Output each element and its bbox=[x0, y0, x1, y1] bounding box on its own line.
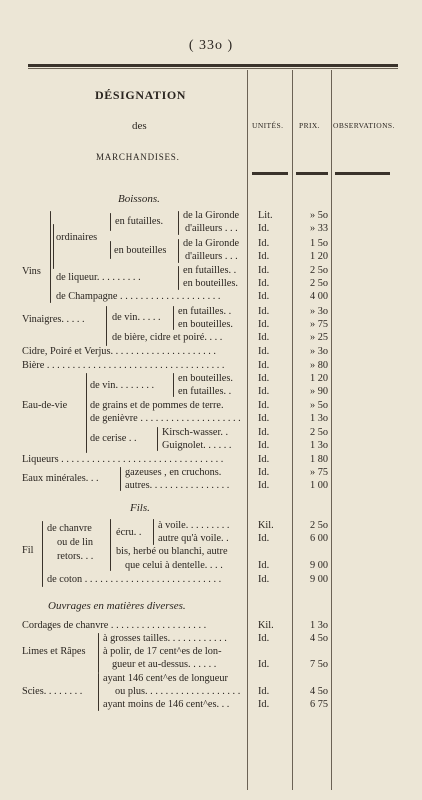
row-label: en futailles. . bbox=[183, 265, 237, 276]
unit-cell: Id. bbox=[258, 306, 270, 317]
section-fils: Fils. bbox=[130, 502, 150, 514]
group-label: de vin. . . . . bbox=[112, 312, 161, 323]
page-number: ( 33o ) bbox=[188, 38, 234, 53]
group-label: écru. . bbox=[116, 527, 142, 538]
price-cell: » 3o bbox=[309, 306, 328, 317]
group-label: ou de lin bbox=[57, 537, 94, 548]
price-cell: » 25 bbox=[309, 332, 328, 343]
unit-cell: Id. bbox=[258, 386, 270, 397]
price-cell: 1 5o bbox=[309, 238, 328, 249]
price-cell: 1 20 bbox=[309, 251, 328, 262]
observations-header-rule bbox=[335, 172, 390, 175]
row-label: autres. . . . . . . . . . . . . . . . bbox=[125, 480, 230, 491]
unit-cell: Id. bbox=[258, 659, 270, 670]
unit-cell: Id. bbox=[258, 265, 270, 276]
group-label: Eau-de-vie bbox=[22, 400, 68, 411]
row-label: de la Gironde bbox=[183, 238, 240, 249]
brace bbox=[50, 211, 51, 303]
unit-cell: Id. bbox=[258, 560, 270, 571]
price-cell: » 90 bbox=[309, 386, 328, 397]
brace bbox=[120, 467, 121, 491]
row-label: ayant moins de 146 cent^es. . . bbox=[103, 699, 230, 710]
unit-cell: Id. bbox=[258, 360, 270, 371]
row-label: d'ailleurs . . . bbox=[185, 251, 238, 262]
unit-cell: Lit. bbox=[258, 210, 273, 221]
group-label: en bouteilles bbox=[114, 245, 167, 256]
brace bbox=[110, 213, 111, 231]
row-label: Liqueurs . . . . . . . . . . . . . . . . . . . . . . . . . . . . . . . . bbox=[22, 454, 224, 465]
row-label: en bouteilles. bbox=[178, 373, 233, 384]
section-ouvrages: Ouvrages en matières diverses. bbox=[48, 600, 186, 612]
row-label: de Champagne . . . . . . . . . . . . . . . . . . . . bbox=[56, 291, 221, 302]
group-label: en futailles. bbox=[115, 216, 164, 227]
header-des: des bbox=[132, 120, 147, 132]
group-label: Scies. . . . . . . . bbox=[22, 686, 83, 697]
row-label: d'ailleurs . . . bbox=[185, 223, 238, 234]
unit-cell: Id. bbox=[258, 373, 270, 384]
row-label: gazeuses , en cruchons. bbox=[125, 467, 222, 478]
unit-cell: Id. bbox=[258, 346, 270, 357]
row-label: en futailles. . bbox=[178, 386, 232, 397]
group-label: à polir, de 17 cent^es de lon- bbox=[103, 646, 222, 657]
price-cell: » 3o bbox=[309, 346, 328, 357]
unit-cell: Id. bbox=[258, 480, 270, 491]
price-cell: » 5o bbox=[309, 400, 328, 411]
brace bbox=[178, 211, 179, 235]
row-label: à grosses tailles. . . . . . . . . . . . bbox=[103, 633, 227, 644]
row-label: ou plus. . . . . . . . . . . . . . . . . . . bbox=[115, 686, 241, 697]
column-divider-observations bbox=[331, 70, 332, 790]
row-label: de bière, cidre et poiré. . . . bbox=[112, 332, 223, 343]
price-cell: » 5o bbox=[309, 210, 328, 221]
price-cell: 4 00 bbox=[309, 291, 328, 302]
price-cell: 9 00 bbox=[309, 560, 328, 571]
unit-cell: Kil. bbox=[258, 620, 274, 631]
price-cell: 1 3o bbox=[309, 620, 328, 631]
price-cell: 1 3o bbox=[309, 440, 328, 451]
unit-cell: Id. bbox=[258, 413, 270, 424]
column-divider-units bbox=[247, 70, 248, 790]
price-cell: 2 5o bbox=[309, 427, 328, 438]
header-observations: OBSERVATIONS. bbox=[333, 121, 395, 130]
header-rule-thin bbox=[28, 68, 398, 69]
unit-cell: Id. bbox=[258, 427, 270, 438]
unit-cell: Id. bbox=[258, 440, 270, 451]
row-label: Bière . . . . . . . . . . . . . . . . . . . . . . . . . . . . . . . . . . . bbox=[22, 360, 225, 371]
group-label: Limes et Râpes bbox=[22, 646, 86, 657]
row-label: de coton . . . . . . . . . . . . . . . . . . . . . . . . . . . bbox=[47, 574, 222, 585]
price-cell: 2 5o bbox=[309, 278, 328, 289]
unit-cell: Id. bbox=[258, 278, 270, 289]
brace bbox=[173, 306, 174, 330]
unit-cell: Id. bbox=[258, 454, 270, 465]
brace bbox=[106, 306, 107, 346]
price-cell: 4 5o bbox=[309, 633, 328, 644]
header-unites: UNITÉS. bbox=[252, 121, 284, 130]
header-marchandises: MARCHANDISES. bbox=[96, 152, 180, 162]
row-label: en bouteilles. bbox=[178, 319, 233, 330]
unit-cell: Id. bbox=[258, 251, 270, 262]
row-label: Kirsch-wasser. . bbox=[162, 427, 229, 438]
group-label: Vins bbox=[22, 266, 41, 277]
unit-cell: Id. bbox=[258, 319, 270, 330]
brace bbox=[98, 673, 99, 711]
header-designation: DÉSIGNATION bbox=[95, 88, 187, 102]
header-prix: PRIX. bbox=[299, 121, 320, 130]
brace bbox=[42, 521, 43, 587]
price-cell: 1 00 bbox=[309, 480, 328, 491]
price-cell: » 80 bbox=[309, 360, 328, 371]
unit-cell: Kil. bbox=[258, 520, 274, 531]
price-cell: 6 00 bbox=[309, 533, 328, 544]
brace bbox=[178, 266, 179, 290]
unit-cell: Id. bbox=[258, 291, 270, 302]
unit-cell: Id. bbox=[258, 574, 270, 585]
row-label: Cidre, Poiré et Verjus. . . . . . . . . . . . . . . . . . . . . bbox=[22, 346, 217, 357]
row-label: Cordages de chanvre . . . . . . . . . . . . . . . . . . . bbox=[22, 620, 207, 631]
brace bbox=[110, 241, 111, 259]
price-cell: 1 20 bbox=[309, 373, 328, 384]
row-label: de genièvre . . . . . . . . . . . . . . . . . . . . bbox=[90, 413, 241, 424]
row-label: de grains et de pommes de terre. bbox=[90, 400, 224, 411]
brace bbox=[173, 373, 174, 397]
brace bbox=[53, 224, 54, 269]
group-label: ordinaires bbox=[56, 232, 98, 243]
row-label: en futailles. . bbox=[178, 306, 232, 317]
brace bbox=[157, 427, 158, 451]
header-rule bbox=[28, 64, 398, 67]
price-cell: 9 00 bbox=[309, 574, 328, 585]
group-label: bis, herbé ou blanchi, autre bbox=[116, 546, 228, 557]
unit-cell: Id. bbox=[258, 238, 270, 249]
row-label: de la Gironde bbox=[183, 210, 240, 221]
row-label: Guignolet. . . . . . bbox=[162, 440, 232, 451]
unit-cell: Id. bbox=[258, 400, 270, 411]
group-label: ayant 146 cent^es de longueur bbox=[103, 673, 228, 684]
group-label: Eaux minérales. . . bbox=[22, 473, 99, 484]
price-cell: 2 5o bbox=[309, 520, 328, 531]
price-cell: 6 75 bbox=[309, 699, 328, 710]
group-label: Fil bbox=[22, 545, 34, 556]
group-label: de chanvre bbox=[47, 523, 92, 534]
price-cell: » 75 bbox=[309, 319, 328, 330]
row-label: gueur et au-dessus. . . . . . bbox=[112, 659, 217, 670]
unit-cell: Id. bbox=[258, 467, 270, 478]
price-cell: 4 5o bbox=[309, 686, 328, 697]
group-label: de cerise . . bbox=[90, 433, 137, 444]
price-cell: 2 5o bbox=[309, 265, 328, 276]
row-label: que celui à dentelle. . . . bbox=[125, 560, 223, 571]
price-cell: 1 80 bbox=[309, 454, 328, 465]
column-divider-price bbox=[292, 70, 293, 790]
row-label: en bouteilles. bbox=[183, 278, 238, 289]
unit-cell: Id. bbox=[258, 699, 270, 710]
unit-cell: Id. bbox=[258, 223, 270, 234]
group-label: retors. . . bbox=[57, 551, 94, 562]
brace bbox=[86, 373, 87, 453]
price-header-rule bbox=[296, 172, 328, 175]
brace bbox=[153, 519, 154, 545]
row-label: autre qu'à voile. . bbox=[158, 533, 229, 544]
section-boissons: Boissons. bbox=[118, 193, 160, 205]
row-label: à voile. . . . . . . . . bbox=[158, 520, 230, 531]
unit-cell: Id. bbox=[258, 686, 270, 697]
units-header-rule bbox=[252, 172, 288, 175]
brace bbox=[110, 519, 111, 571]
unit-cell: Id. bbox=[258, 633, 270, 644]
price-cell: 1 3o bbox=[309, 413, 328, 424]
unit-cell: Id. bbox=[258, 332, 270, 343]
group-label: de liqueur. . . . . . . . . bbox=[56, 272, 141, 283]
brace bbox=[98, 633, 99, 673]
price-cell: 7 5o bbox=[309, 659, 328, 670]
unit-cell: Id. bbox=[258, 533, 270, 544]
price-cell: » 33 bbox=[309, 223, 328, 234]
group-label: Vinaigres. . . . . bbox=[22, 314, 85, 325]
price-cell: » 75 bbox=[309, 467, 328, 478]
brace bbox=[178, 239, 179, 263]
group-label: de vin. . . . . . . . bbox=[90, 380, 155, 391]
